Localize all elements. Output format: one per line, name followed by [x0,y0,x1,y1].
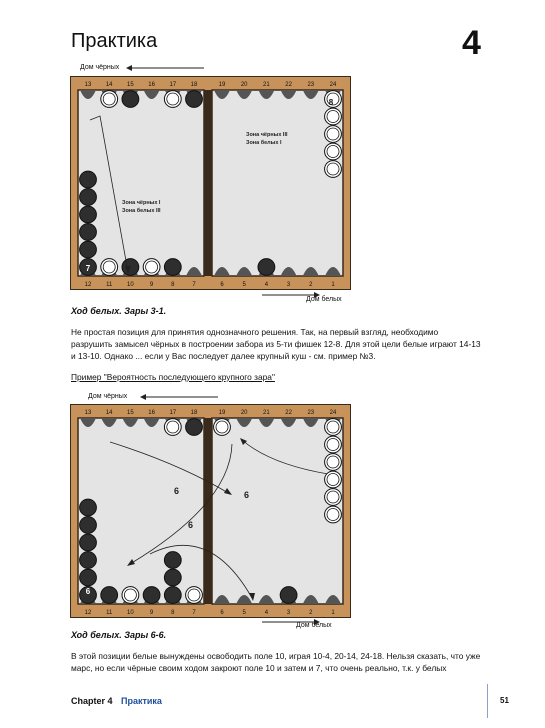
zone-label: Зона чёрных III [246,132,288,138]
black-checker [80,171,97,188]
black-checker [80,534,97,551]
backgammon-board-2 [70,404,351,618]
black-checker [164,259,181,276]
stack-count-white: 8 [328,98,334,107]
point-label: 2 [309,282,313,288]
point-label: 14 [105,82,113,88]
paragraph-1: Не простая позиция для принятия однозначного решения. Так, на первый взгляд, необходимо разрушить замысел чёрных в построении забора из 5-ти фишек 12-8. Для этой цели белые играют 14-13 и 13-10. Однако ... если у Вас последует далее крупный куш - см. пример №3. [71,327,481,361]
arrow-label: 6 [188,520,194,530]
black-checker [101,587,118,604]
black-checker [80,517,97,534]
point-label: 5 [242,610,246,616]
point-label: 3 [286,610,291,616]
black-checker [80,224,97,241]
point-label: 5 [242,282,246,288]
zone-label: Зона белых III [122,208,161,214]
point-label: 4 [264,282,269,288]
board2-caption: Ход белых. Зары 6-6. [71,630,167,640]
point-label: 16 [148,82,155,88]
point-label: 22 [285,82,292,88]
footer-chapter: Chapter 4 [71,696,113,706]
board-left-half [78,418,204,604]
point-label: 7 [192,610,196,616]
point-label: 22 [285,410,292,416]
point-label: 1 [331,610,335,616]
black-checker [122,91,139,108]
black-checker [80,552,97,569]
point-label: 24 [329,410,337,416]
page-number: 51 [500,696,509,705]
home-black-arrow-1 [126,64,206,72]
point-label: 10 [127,282,134,288]
home-white-label-1: Дом белых [306,296,342,303]
point-label: 9 [149,610,154,616]
point-label: 21 [263,82,270,88]
point-label: 23 [307,410,315,416]
black-checker [258,259,275,276]
point-label: 8 [171,282,175,288]
point-label: 20 [240,410,248,416]
point-label: 19 [218,410,226,416]
black-checker [164,569,181,586]
point-label: 1 [331,282,335,288]
black-checker [143,587,160,604]
point-label: 4 [264,610,269,616]
black-checker [186,91,203,108]
black-checker [186,419,203,436]
point-label: 16 [148,410,155,416]
point-label: 19 [218,82,226,88]
board-bar [204,90,212,276]
chapter-number: 4 [462,24,481,62]
point-label: 8 [171,610,175,616]
board1-caption: Ход белых. Зары 3-1. [71,306,167,316]
point-label: 10 [127,610,134,616]
point-label: 2 [309,610,313,616]
home-white-label-2: Дом белых [296,622,332,629]
point-label: 17 [169,82,177,88]
black-checker [164,552,181,569]
point-label: 6 [220,610,224,616]
arrow-label: 6 [244,490,250,500]
point-label: 9 [149,282,154,288]
footer-divider [487,684,488,718]
point-label: 23 [307,82,315,88]
board-right-half [212,90,343,276]
point-label: 21 [263,410,270,416]
point-label: 18 [190,82,198,88]
point-label: 24 [329,82,337,88]
point-label: 17 [169,410,177,416]
home-black-label-2: Дом чёрных [88,393,128,400]
black-checker [80,189,97,206]
board-bar [204,418,212,604]
black-checker [80,499,97,516]
point-label: 12 [84,282,92,288]
zone-label: Зона белых I [246,140,282,146]
point-label: 15 [127,410,134,416]
backgammon-board-1 [70,76,351,290]
page-title: Практика [71,30,158,52]
stack-count-black: 6 [85,587,91,596]
point-label: 11 [106,282,113,288]
black-checker [80,569,97,586]
footer-section: Практика [121,696,162,706]
point-label: 7 [192,282,196,288]
home-black-arrow-2 [140,393,220,401]
point-label: 20 [240,82,248,88]
point-label: 3 [286,282,291,288]
point-label: 18 [190,410,198,416]
board-left-half [78,90,204,276]
point-label: 15 [127,82,134,88]
point-label: 6 [220,282,224,288]
paragraph-2: В этой позиции белые вынуждены освободить поле 10, играя 10-4, 20-14, 24-18. Нельзя сказать, что уже марс, но если чёрные своим ходом закроют поле 10 и затем и 7, что очень реально, т.к. у белых [71,651,481,673]
point-label: 13 [84,410,92,416]
home-black-label-1: Дом чёрных [80,64,120,71]
point-label: 12 [84,610,92,616]
black-checker [80,206,97,223]
point-label: 13 [84,82,92,88]
example-link[interactable]: Пример "Вероятность последующего крупного зара" [71,372,275,382]
zone-label: Зона чёрных I [122,200,161,206]
point-label: 14 [105,410,113,416]
black-checker [280,587,297,604]
stack-count-black: 7 [85,264,91,273]
arrow-label: 6 [174,486,180,496]
black-checker [164,587,181,604]
black-checker [80,241,97,258]
point-label: 11 [106,610,113,616]
